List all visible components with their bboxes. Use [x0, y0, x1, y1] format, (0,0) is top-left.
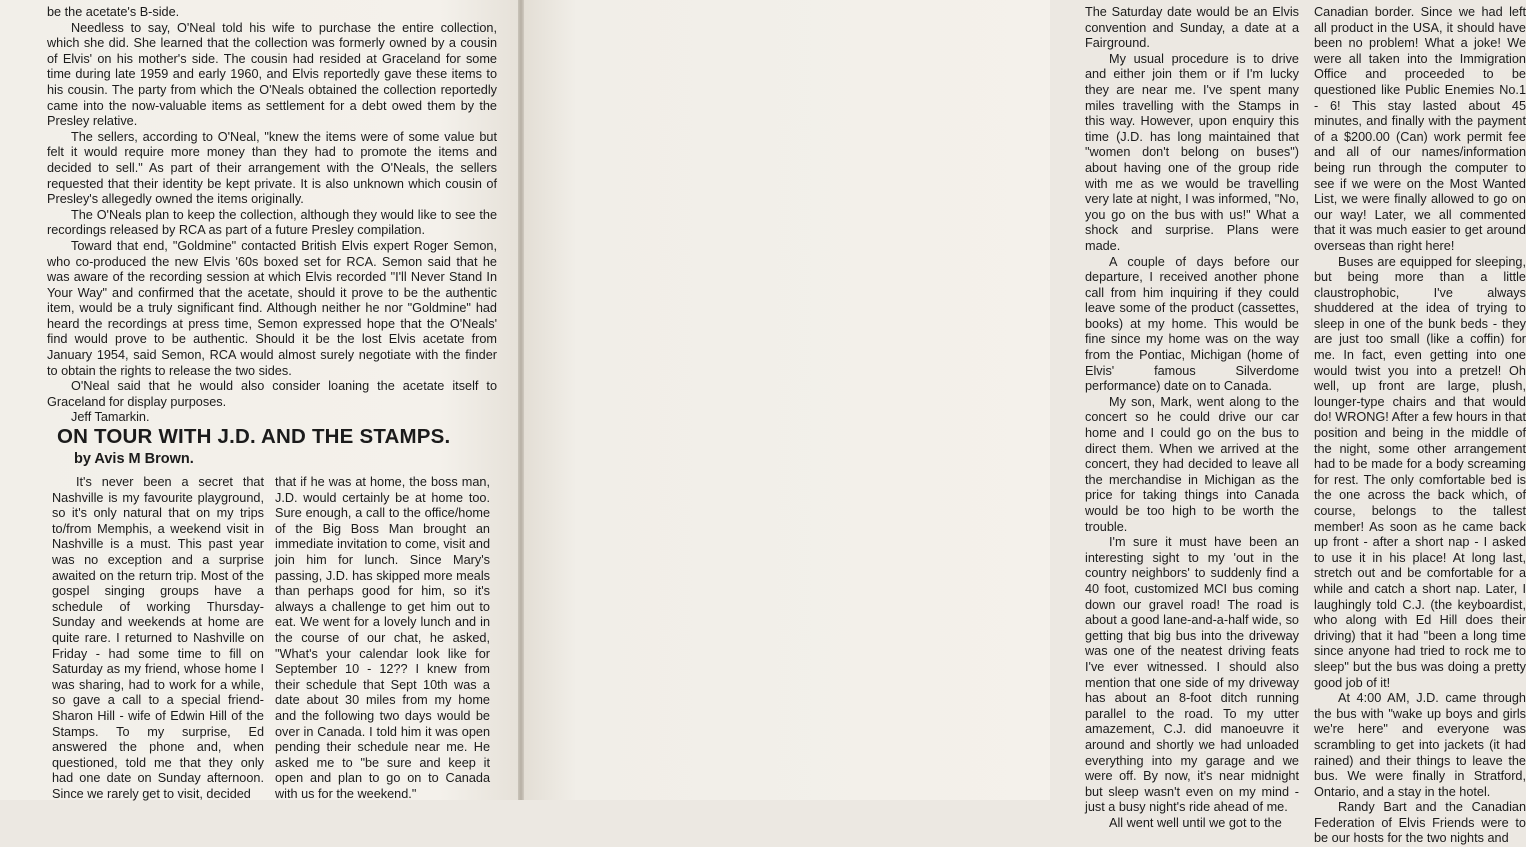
paragraph: Buses are equipped for sleeping, but being more than a little claustrophobic, I've always shuddered at the idea of trying to sleep in one of the bunk beds - they are just too small (like a coffin) for me. In fact, even getting into one would twist you into a pretzel! Oh well, up front are large, plush, lounger-type chairs and that would do! WRONG! After a few hours in that position and being in the middle of the night, some other arrangement had to be made for a body screaming for rest. The only comfortable bed is the one across the back which, of course, belongs to the tallest member! As soon as he came back up front - after a short nap - I asked to use it in his place! At long last, stretch out and be comfortable for a while and catch a short nap. Later, I laughingly told C.J. (the keyboardist, who along with Ed Hill does their driving) that it had "been a long time since anyone had tried to rock me to sleep" but the bus was doing a pretty good job of it! [1314, 254, 1526, 690]
paragraph: be the acetate's B-side. [47, 5, 180, 19]
paragraph: Toward that end, "Goldmine" contacted British Elvis expert Roger Semon, who co-produced the new Elvis '60s boxed set for RCA. Semon said that he was aware of the recording session at which Elvis recorded "I'll Never Stand In Your Way" and confirmed that the acetate, should it prove to be the authentic item, would be a truly significant find. Although neither he nor "Goldmine" had heard the recordings at press time, Semon expressed hope that the O'Neals' find would prove to be authentic. Should it be the lost Elvis acetate from January 1954, said Semon, RCA would almost surely negotiate with the finder to obtain the rights to release the two sides. [47, 238, 497, 378]
article-byline: by Avis M Brown. [74, 451, 194, 467]
paragraph: that if he was at home, the boss man, J.D. would certainly be at home too. Sure enough, a call to the office/home of the Big Boss Man brought an immediate invitation to come, visit and join him for lunch. Since Mary's passing, J.D. has skipped more meals than perhaps good for him, so it's always a challenge to get him out to eat. We went for a lovely lunch and in the course of our chat, he asked, "What's your calendar look like for September 10 - 12?? I knew from their schedule that Sept 10th was a date about 30 miles from my home and the following two days would be over in Canada. I told him it was open pending their schedule near me. He asked me to "be sure and keep it open and plan to go on to Canada with us for the weekend." [275, 475, 490, 801]
paragraph: My son, Mark, went along to the concert so he could drive our car home and I could go on the bus to direct them. When we arrived at the concert, they had decided to leave all the merchandise in Michigan as the price for taking things into Canada would be too high to be worth the trouble. [1085, 394, 1299, 534]
right-page [524, 0, 1526, 846]
paragraph: O'Neal said that he would also consider loaning the acetate itself to Graceland for display purposes. [47, 379, 497, 409]
paragraph: I'm sure it must have been an interesting sight to my 'out in the country neighbors' to suddenly find a 40 foot, customized MCI bus coming down our gravel road! The road is about a good lane-and-a-half wide, so getting that big bus into the driveway was one of the neatest driving feats I've ever witnessed. I should also mention that one side of my driveway has about an 8-foot ditch running parallel to the road. To my utter amazement, C.J. did manoeuvre it around and shortly we had unloaded everything into my garage and we were off. By now, it's near midnight but sleep wasn't even on my mind - just a busy night's ride ahead of me. [1085, 535, 1299, 815]
paragraph: The sellers, according to O'Neal, "knew the items were of some value but felt it would require more money than they had to promote the items and decided to sell." As part of their arrangement with the O'Neals, the sellers requested that their identity be kept private. It is also unknown which cousin of Presley's allegedly owned the items originally. [47, 129, 497, 207]
left-page [0, 0, 518, 800]
paragraph: All went well until we got to the [1109, 815, 1282, 830]
elvis-acetate-article-ending [47, 5, 497, 426]
paragraph: At 4:00 AM, J.D. came through the bus with "wake up boys and girls we're here" and everyone was scrambling to get into jackets (it had rained) and their things to leave the bus. We were finally in Stratford, Ontario, and a stay in the hotel. [1314, 691, 1526, 799]
tour-article-column-4 [1314, 5, 1526, 847]
paragraph: It's never been a secret that Nashville is my favourite playground, so it's only natural that on my trips to/from Memphis, a weekend visit in Nashville is a must. This past year was no exception and a surprise awaited on the return trip. Most of the gospel singing groups have a schedule of working Thursday-Sunday and weekends at home are quite rare. I returned to Nashville on Friday - had some time to fill on Saturday as my friend, whose home I was sharing, had to work for a while, so gave a call to a special friend- Sharon Hill - wife of Edwin Hill of the Stamps. To my surprise, Ed answered the phone and, when questioned, told me that they only had one date on Sunday afternoon. Since we rarely get to visit, decided [52, 475, 264, 801]
paragraph: My usual procedure is to drive and either join them or if I'm lucky they are near me. I've spent many miles travelling with the Stamps in this way. However, upon enquiry this time (J.D. has long maintained that "women don't belong on buses") about having one of the group ride with me as we would be travelling very late at night, I was informed, "No, you go on the bus with us!" What a shock and surprise. Plans were made. [1085, 51, 1299, 253]
paragraph: The Saturday date would be an Elvis convention and Sunday, a date at a Fairground. [1085, 5, 1299, 51]
article-headline: ON TOUR WITH J.D. AND THE STAMPS. [57, 425, 451, 448]
author-signature: Jeff Tamarkin. [71, 410, 150, 425]
tour-article-column-2 [275, 475, 490, 802]
tour-article-column-3 [1085, 5, 1299, 831]
paragraph: The O'Neals plan to keep the collection, although they would like to see the recordings released by RCA as part of a future Presley compilation. [47, 207, 497, 238]
paragraph: Randy Bart and the Canadian Federation of Elvis Friends were to be our hosts for the two nights and [1314, 800, 1526, 846]
paragraph: A couple of days before our departure, I received another phone call from him inquiring if they could leave some of the product (cassettes, books) at my home. This would be fine since my home was on the way from the Pontiac, Michigan (home of Elvis' famous Silverdome performance) date on to Canada. [1085, 254, 1299, 394]
tour-article-column-1 [52, 475, 264, 802]
paragraph: Needless to say, O'Neal told his wife to purchase the entire collection, which she did. She learned that the collection was formerly owned by a cousin of Elvis' on his mother's side. The cousin had resided at Graceland for some time during late 1959 and early 1960, and Elvis reportedly gave these items to his cousin. The party from which the O'Neals obtained the collection reportedly came into the now-valuable items as settlement for a debt owed them by the Presley relative. [47, 20, 497, 129]
paragraph: Canadian border. Since we had left all product in the USA, it should have been no problem! What a joke! We were all taken into the Immigration Office and proceeded to be questioned like Public Enemies No.1 - 6! This stay lasted about 45 minutes, and finally with the payment of a $200.00 (Can) work permit fee and all of our names/information being run through the computer to see if we were on the Most Wanted List, we were finally allowed to go on our way! Later, we all commented that it was much easier to get around overseas than right here! [1314, 5, 1526, 253]
